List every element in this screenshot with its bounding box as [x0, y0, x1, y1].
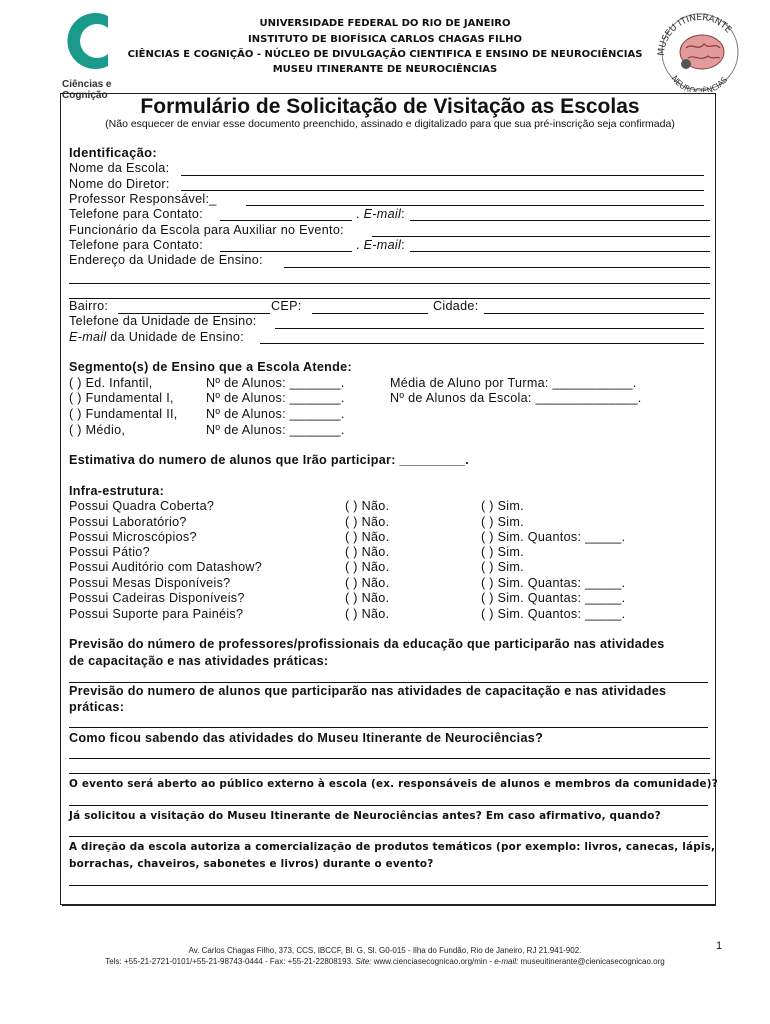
infra-question: Possui Suporte para Painéis?	[69, 607, 244, 621]
segmento-fund1-alunos[interactable]: Nº de Alunos: _______.	[206, 391, 345, 405]
cep-label: CEP:	[271, 299, 302, 313]
segmento-fund1[interactable]: ( ) Fundamental I,	[69, 391, 174, 405]
logo-text-2: Cognição	[62, 90, 108, 101]
q-ja-solicitou-field[interactable]	[69, 836, 708, 837]
header-line-4: MUSEU ITINERANTE DE NEUROCIÊNCIAS	[272, 64, 498, 75]
q-ja-solicitou: Já solicitou a visitação do Museu Itinerante de Neurociências antes? Em caso afirmativo, quando?	[69, 810, 661, 822]
email-unidade-rest: da Unidade de Ensino:	[106, 330, 245, 344]
telefone2-label: Telefone para Contato:	[69, 238, 204, 252]
infra-nao-option[interactable]: ( ) Não.	[345, 607, 390, 621]
svg-text:MUSEU ITINERANTE: MUSEU ITINERANTE	[656, 12, 734, 57]
segmento-infantil[interactable]: ( ) Ed. Infantil,	[69, 376, 153, 390]
email-unidade-label	[69, 330, 244, 344]
infra-nao-option[interactable]: ( ) Não.	[345, 576, 390, 590]
logo-text-1: Ciências e	[62, 79, 112, 90]
footer-site[interactable]: www.cienciasecognicao.org/min -	[371, 957, 495, 966]
footer-tels: Tels: +55-21-2721-0101/+55-21-98743-0444 - Fax: +55-21-22808193.	[105, 957, 354, 966]
infra-nao-option[interactable]: ( ) Não.	[345, 560, 390, 574]
professor-label: Professor Responsável:_	[69, 192, 217, 206]
funcionario-field[interactable]	[372, 236, 710, 237]
segmento-infantil-alunos[interactable]: Nº de Alunos: _______.	[206, 376, 345, 390]
q-comercializacao-field[interactable]	[69, 885, 708, 886]
nome-diretor-field[interactable]	[181, 190, 704, 191]
infra-question: Possui Auditório com Datashow?	[69, 560, 263, 574]
footer-site-label: Site:	[355, 957, 372, 966]
q-comercializacao-line1: A direção da escola autoriza a comercialização de produtos temáticos (por exemplo: livros, canecas, lápis,	[69, 841, 716, 853]
telefone-unidade-label: Telefone da Unidade de Ensino:	[69, 314, 257, 328]
email-unidade-field[interactable]	[260, 343, 704, 344]
funcionario-label: Funcionário da Escola para Auxiliar no Evento:	[69, 223, 344, 237]
nome-diretor-label: Nome do Diretor:	[69, 177, 170, 191]
infra-question: Possui Laboratório?	[69, 515, 187, 529]
q-alunos-field[interactable]	[69, 727, 708, 728]
segmento-medio[interactable]: ( ) Médio,	[69, 423, 126, 437]
segmento-heading: Segmento(s) de Ensino que a Escola Atende:	[69, 360, 352, 374]
estimativa-alunos[interactable]: Estimativa do numero de alunos que Irão participar: _________.	[69, 453, 470, 467]
infra-heading: Infra-estrutura:	[69, 484, 165, 498]
endereco-label: Endereço da Unidade de Ensino:	[69, 253, 263, 267]
page-number: 1	[716, 940, 723, 952]
telefone-field[interactable]	[220, 220, 352, 221]
nome-escola-field[interactable]	[181, 175, 704, 176]
infra-sim-option[interactable]: ( ) Sim.	[481, 499, 524, 513]
infra-sim-option[interactable]: ( ) Sim.	[481, 515, 524, 529]
telefone2-field[interactable]	[220, 251, 352, 252]
header-line-3: CIÊNCIAS E COGNIÇÃO - NÚCLEO DE DIVULGAÇÃO CIENTIFICA E ENSINO DE NEUROCIÊNCIAS	[127, 49, 643, 60]
footer-contacts	[0, 957, 770, 966]
identificacao-heading: Identificação:	[69, 145, 157, 160]
telefone-unidade-field[interactable]	[275, 328, 704, 329]
segmento-fund2[interactable]: ( ) Fundamental II,	[69, 407, 178, 421]
infra-question: Possui Microscópios?	[69, 530, 197, 544]
header-line-1: UNIVERSIDADE FEDERAL DO RIO DE JANEIRO	[259, 18, 511, 29]
email-label: . E-mail:	[356, 207, 405, 221]
bairro-label: Bairro:	[69, 299, 109, 313]
email2-label-text: E-mail	[363, 238, 402, 252]
infra-sim-option[interactable]: ( ) Sim. Quantos: _____.	[481, 530, 626, 544]
segmento-medio-alunos[interactable]: Nº de Alunos: _______.	[206, 423, 345, 437]
infra-nao-option[interactable]: ( ) Não.	[345, 591, 390, 605]
professor-field[interactable]	[246, 205, 704, 206]
q-alunos-line2: práticas:	[69, 700, 125, 714]
ciencias-cognicao-logo	[62, 8, 132, 101]
infra-sim-option[interactable]: ( ) Sim. Quantas: _____.	[481, 591, 626, 605]
form-frame-bottom	[62, 905, 716, 909]
cep-field[interactable]	[312, 313, 428, 314]
q-evento-aberto-field[interactable]	[69, 805, 708, 806]
q-professores-line1: Previsão do número de professores/profissionais da educação que participarão nas atividades	[69, 637, 665, 651]
q-comercializacao-line2: borrachas, chaveiros, sabonetes e livros) durante o evento?	[69, 858, 434, 870]
q-professores-field[interactable]	[69, 682, 708, 683]
email2-field[interactable]	[410, 251, 710, 252]
infra-sim-option[interactable]: ( ) Sim.	[481, 545, 524, 559]
infra-question: Possui Quadra Coberta?	[69, 499, 215, 513]
footer-email[interactable]: museuitinerante@cienicasecognicao.org	[518, 957, 665, 966]
infra-sim-option[interactable]: ( ) Sim.	[481, 560, 524, 574]
form-title: Formulário de Solicitação de Visitação as Escolas	[140, 95, 640, 118]
infra-question: Possui Mesas Disponíveis?	[69, 576, 231, 590]
media-alunos-turma[interactable]: Média de Aluno por Turma: ___________.	[390, 376, 637, 390]
infra-nao-option[interactable]: ( ) Não.	[345, 515, 390, 529]
svg-text:NEUROCIÊNCIAS: NEUROCIÊNCIAS	[669, 74, 730, 92]
q-evento-aberto: O evento será aberto ao público externo à escola (ex. responsáveis de alunos e membros da comunidade)?	[69, 778, 718, 790]
email2-label: . E-mail:	[356, 238, 405, 252]
cidade-field[interactable]	[484, 313, 704, 314]
cidade-label: Cidade:	[433, 299, 479, 313]
q-alunos-line1: Previsão do numero de alunos que participarão nas atividades de capacitação e nas atividades	[69, 684, 667, 698]
infra-nao-option[interactable]: ( ) Não.	[345, 545, 390, 559]
footer-email-label: e-mail:	[494, 957, 519, 966]
q-como-soube-field-2[interactable]	[69, 773, 710, 774]
email-label-text: E-mail	[363, 207, 402, 221]
total-alunos-escola[interactable]: Nº de Alunos da Escola: ______________.	[390, 391, 642, 405]
header-line-2: INSTITUTO DE BIOFÍSICA CARLOS CHAGAS FILHO	[248, 34, 522, 45]
email-field[interactable]	[410, 220, 710, 221]
segmento-fund2-alunos[interactable]: Nº de Alunos: _______.	[206, 407, 345, 421]
infra-nao-option[interactable]: ( ) Não.	[345, 499, 390, 513]
email-unidade-em: E-mail	[69, 330, 107, 344]
q-como-soube: Como ficou sabendo das atividades do Museu Itinerante de Neurociências?	[69, 731, 544, 745]
infra-nao-option[interactable]: ( ) Não.	[345, 530, 390, 544]
infra-sim-option[interactable]: ( ) Sim. Quantos: _____.	[481, 607, 626, 621]
q-professores-line2: de capacitação e nas atividades práticas:	[69, 654, 329, 668]
form-note: (Não esquecer de enviar esse documento preenchido, assinado e digitalizado para que sua pré-inscrição seja confirmada)	[105, 118, 675, 130]
footer-address: Av. Carlos Chagas Filho, 373, CCS, IBCCF, Bl. G, Sl. G0-015 - Ilha do Fundão, Rio de Janeiro, RJ 21.941-902.	[188, 946, 582, 955]
infra-sim-option[interactable]: ( ) Sim. Quantas: _____.	[481, 576, 626, 590]
infra-question: Possui Pátio?	[69, 545, 150, 559]
museu-itinerante-logo	[650, 8, 750, 92]
endereco-field-1[interactable]	[284, 267, 710, 268]
nome-escola-label: Nome da Escola:	[69, 161, 170, 175]
infra-question: Possui Cadeiras Disponíveis?	[69, 591, 245, 605]
endereco-field-2[interactable]	[69, 283, 710, 284]
telefone-label: Telefone para Contato:	[69, 207, 204, 221]
endereco-field-3[interactable]	[69, 298, 710, 299]
logo-mark-icon	[62, 8, 132, 74]
q-como-soube-field-1[interactable]	[69, 758, 710, 759]
brain-seal-icon	[650, 8, 750, 92]
